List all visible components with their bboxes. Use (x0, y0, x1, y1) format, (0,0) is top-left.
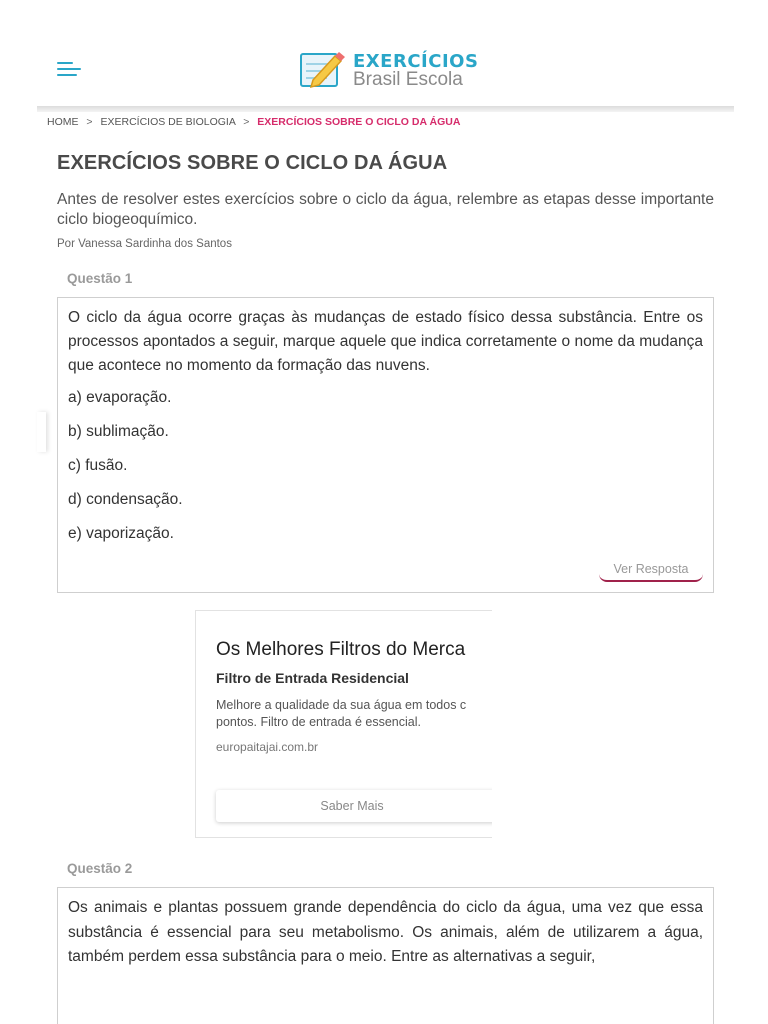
header-divider (37, 106, 734, 112)
site-logo[interactable] (299, 50, 479, 92)
hamburger-menu-icon[interactable] (57, 58, 83, 80)
question-1-option-a: a) evaporação. (68, 389, 172, 406)
show-answer-button[interactable]: Ver Resposta (599, 560, 703, 582)
question-1-card (57, 297, 714, 593)
article-author: Por Vanessa Sardinha dos Santos (57, 238, 232, 250)
ad-title[interactable]: Os Melhores Filtros do Merca (216, 639, 466, 660)
question-1-option-c: c) fusão. (68, 457, 128, 474)
site-header (37, 36, 734, 108)
breadcrumb-home-link[interactable]: HOME (47, 116, 79, 128)
breadcrumb (47, 116, 460, 128)
article-intro: Antes de resolver estes exercícios sobre o ciclo da água, relembre as etapas desse importante ciclo biogeoquímico. (57, 191, 714, 228)
question-2-text: Os animais e plantas possuem grande dependência do ciclo da água, uma vez que essa substância é essencial para seu metabolismo. Os animais, além de utilizarem a água, também perdem essa substância para o meio. Entre as alternativas a seguir, (68, 899, 703, 965)
ad-learn-more-button[interactable]: Saber Mais (216, 790, 492, 822)
logo-title: EXERCÍCIOS (353, 51, 479, 72)
question-2-card (57, 887, 714, 1024)
side-drawer-tab[interactable] (37, 412, 46, 452)
logo-subtitle: Brasil Escola (353, 69, 463, 90)
question-2-label: Questão 2 (67, 861, 133, 876)
advertisement[interactable] (195, 610, 492, 838)
question-1-label: Questão 1 (67, 271, 133, 286)
question-1-text: O ciclo da água ocorre graças às mudanças de estado físico dessa substância. Entre os processos apontados a seguir, marque aquele que indica corretamente o nome da mudança que acontece no momento da formação das nuvens. (68, 309, 703, 374)
ad-description-line-1: Melhore a qualidade da sua água em todos c (216, 698, 467, 712)
question-1-option-e: e) vaporização. (68, 525, 174, 542)
ad-description (216, 697, 466, 731)
breadcrumb-separator: > (86, 116, 93, 128)
ad-subtitle: Filtro de Entrada Residencial (216, 670, 409, 686)
ad-url[interactable]: europaitajai.com.br (216, 740, 319, 754)
question-1-option-b: b) sublimação. (68, 423, 169, 440)
notebook-pencil-icon (299, 50, 347, 90)
question-1-option-d: d) condensação. (68, 491, 183, 508)
page-title: EXERCÍCIOS SOBRE O CICLO DA ÁGUA (57, 152, 448, 174)
breadcrumb-biology-link[interactable]: EXERCÍCIOS DE BIOLOGIA (100, 116, 236, 128)
breadcrumb-current: EXERCÍCIOS SOBRE O CICLO DA ÁGUA (257, 116, 461, 128)
ad-description-line-2: pontos. Filtro de entrada é essencial. (216, 715, 421, 729)
breadcrumb-separator: > (243, 116, 250, 128)
